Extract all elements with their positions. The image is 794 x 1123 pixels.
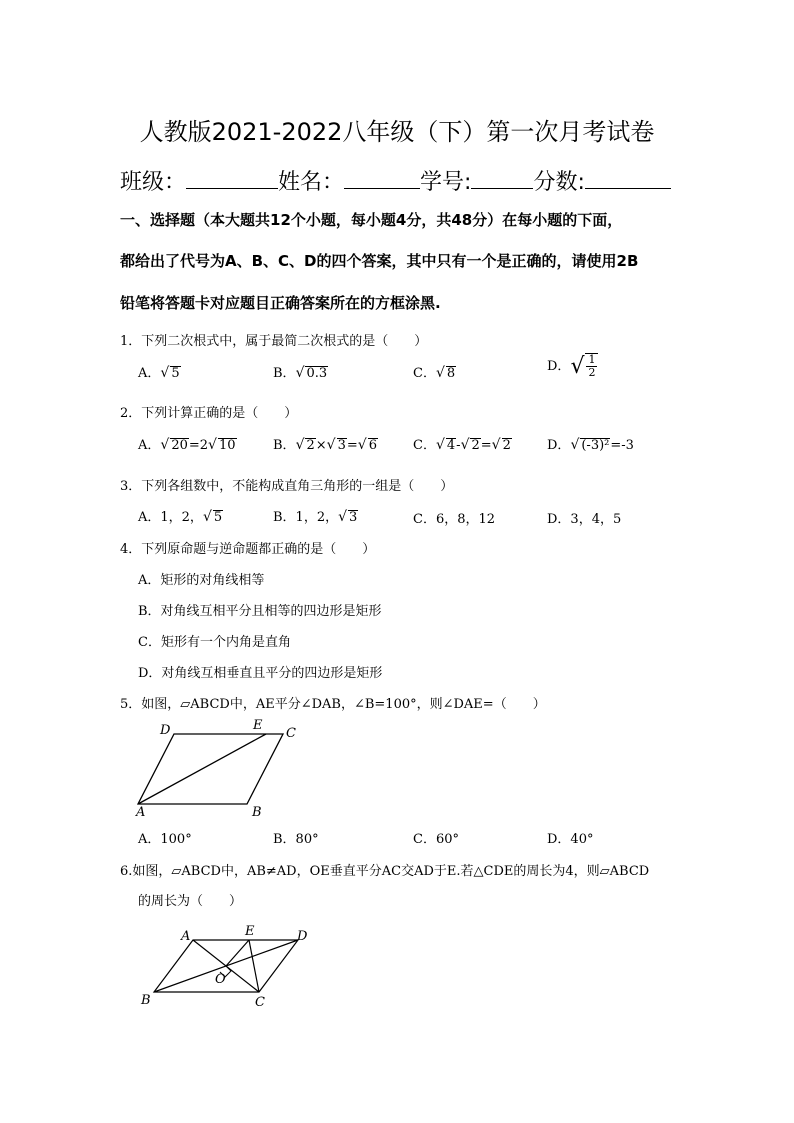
q5-label-a: A	[136, 805, 146, 820]
q4-stem: 4．下列原命题与逆命题都正确的是（ ）	[120, 542, 376, 557]
q6-label-o: O	[215, 972, 226, 987]
q4-option-c[interactable]: C．矩形有一个内角是直角	[138, 635, 291, 650]
q5-stem: 5．如图，▱ABCD中，AE平分∠DAB，∠B=100°，则∠DAE=（ ）	[120, 697, 546, 712]
q2-option-a[interactable]: A．√ 20=2√ 10	[138, 437, 236, 453]
q4-option-a[interactable]: A．矩形的对角线相等	[138, 573, 265, 588]
student-info-row	[120, 165, 671, 196]
q5-label-e: E	[253, 718, 263, 733]
score-blank[interactable]	[585, 168, 671, 189]
q1-option-b[interactable]: B．√ 0.3	[273, 365, 328, 381]
q4-option-d[interactable]: D．对角线互相垂直且平分的四边形是矩形	[138, 666, 383, 681]
q2-stem: 2．下列计算正确的是（ ）	[120, 406, 298, 421]
q2-option-b[interactable]: B．√ 2×√ 3=√ 6	[273, 437, 377, 453]
q5-label-c: C	[286, 726, 296, 741]
q6-label-e: E	[245, 924, 255, 939]
q1-b-radicand: 0.3	[306, 366, 328, 381]
q6-stem-continued: 的周长为（ ）	[138, 894, 243, 909]
q1-c-radicand: 8	[446, 366, 456, 381]
q3-option-b[interactable]: B．1，2，√ 3	[273, 509, 358, 525]
q1-option-a[interactable]: A．√ 5	[138, 365, 180, 381]
q3-option-c[interactable]: C．6，8，12	[413, 512, 496, 527]
q1-stem: 1．下列二次根式中，属于最简二次根式的是（ ）	[120, 334, 428, 349]
q1-option-d[interactable]: D．√ $\frac{1}{2}$	[547, 353, 598, 379]
q6-parallelogram-figure	[135, 920, 320, 1012]
name-label: 姓名：	[278, 170, 345, 195]
q5-segment-ae	[138, 734, 266, 804]
q6-label-c: C	[255, 995, 265, 1010]
q2-option-c[interactable]: C．√ 4-√ 2=√ 2	[413, 437, 511, 453]
id-blank[interactable]	[471, 168, 533, 189]
id-label: 学号:	[420, 170, 472, 195]
q5-option-b[interactable]: B．80°	[273, 832, 319, 847]
q5-option-a[interactable]: A．100°	[138, 832, 192, 847]
section-instruction-3: 铅笔将答题卡对应题目正确答案所在的方框涂黑.	[120, 294, 441, 312]
class-blank[interactable]	[186, 168, 278, 189]
section-instruction-2: 都给出了代号为A、B、C、D的四个答案，其中只有一个是正确的，请使用2B	[120, 252, 639, 270]
q6-label-a: A	[181, 929, 191, 944]
q1-a-radicand: 5	[171, 366, 180, 381]
q5-parallelogram	[138, 734, 283, 804]
q5-parallelogram-figure	[130, 712, 310, 820]
q4-option-b[interactable]: B．对角线互相平分且相等的四边形是矩形	[138, 604, 382, 619]
q5-label-d: D	[160, 723, 171, 738]
q1-option-c[interactable]: C．√ 8	[413, 365, 456, 381]
section-instruction-1: 一、选择题（本大题共12个小题，每小题4分，共48分）在每小题的下面，	[120, 211, 623, 229]
q1-d-fraction: $\frac{1}{2}$	[588, 353, 596, 379]
q6-segment-ec	[249, 940, 259, 992]
q6-label-d: D	[297, 929, 308, 944]
q3-option-d[interactable]: D．3，4，5	[547, 512, 622, 527]
q6-label-b: B	[141, 993, 151, 1008]
q3-option-a[interactable]: A．1，2，√ 5	[138, 509, 223, 525]
name-blank[interactable]	[344, 168, 420, 189]
class-label: 班级：	[120, 170, 187, 195]
q5-label-b: B	[252, 805, 262, 820]
q5-option-c[interactable]: C．60°	[413, 832, 459, 847]
q6-stem: 6.如图，▱ABCD中，AB≠AD，OE垂直平分AC交AD于E.若△CDE的周长为4，则▱ABCD	[120, 864, 650, 879]
q2-option-d[interactable]: D．√ (-3)²=-3	[547, 437, 634, 453]
q5-option-d[interactable]: D．40°	[547, 832, 594, 847]
score-label: 分数:	[533, 170, 585, 195]
page-title: 人教版2021-2022八年级（下）第一次月考试卷	[139, 118, 655, 146]
q3-stem: 3．下列各组数中，不能构成直角三角形的一组是（ ）	[120, 479, 454, 494]
